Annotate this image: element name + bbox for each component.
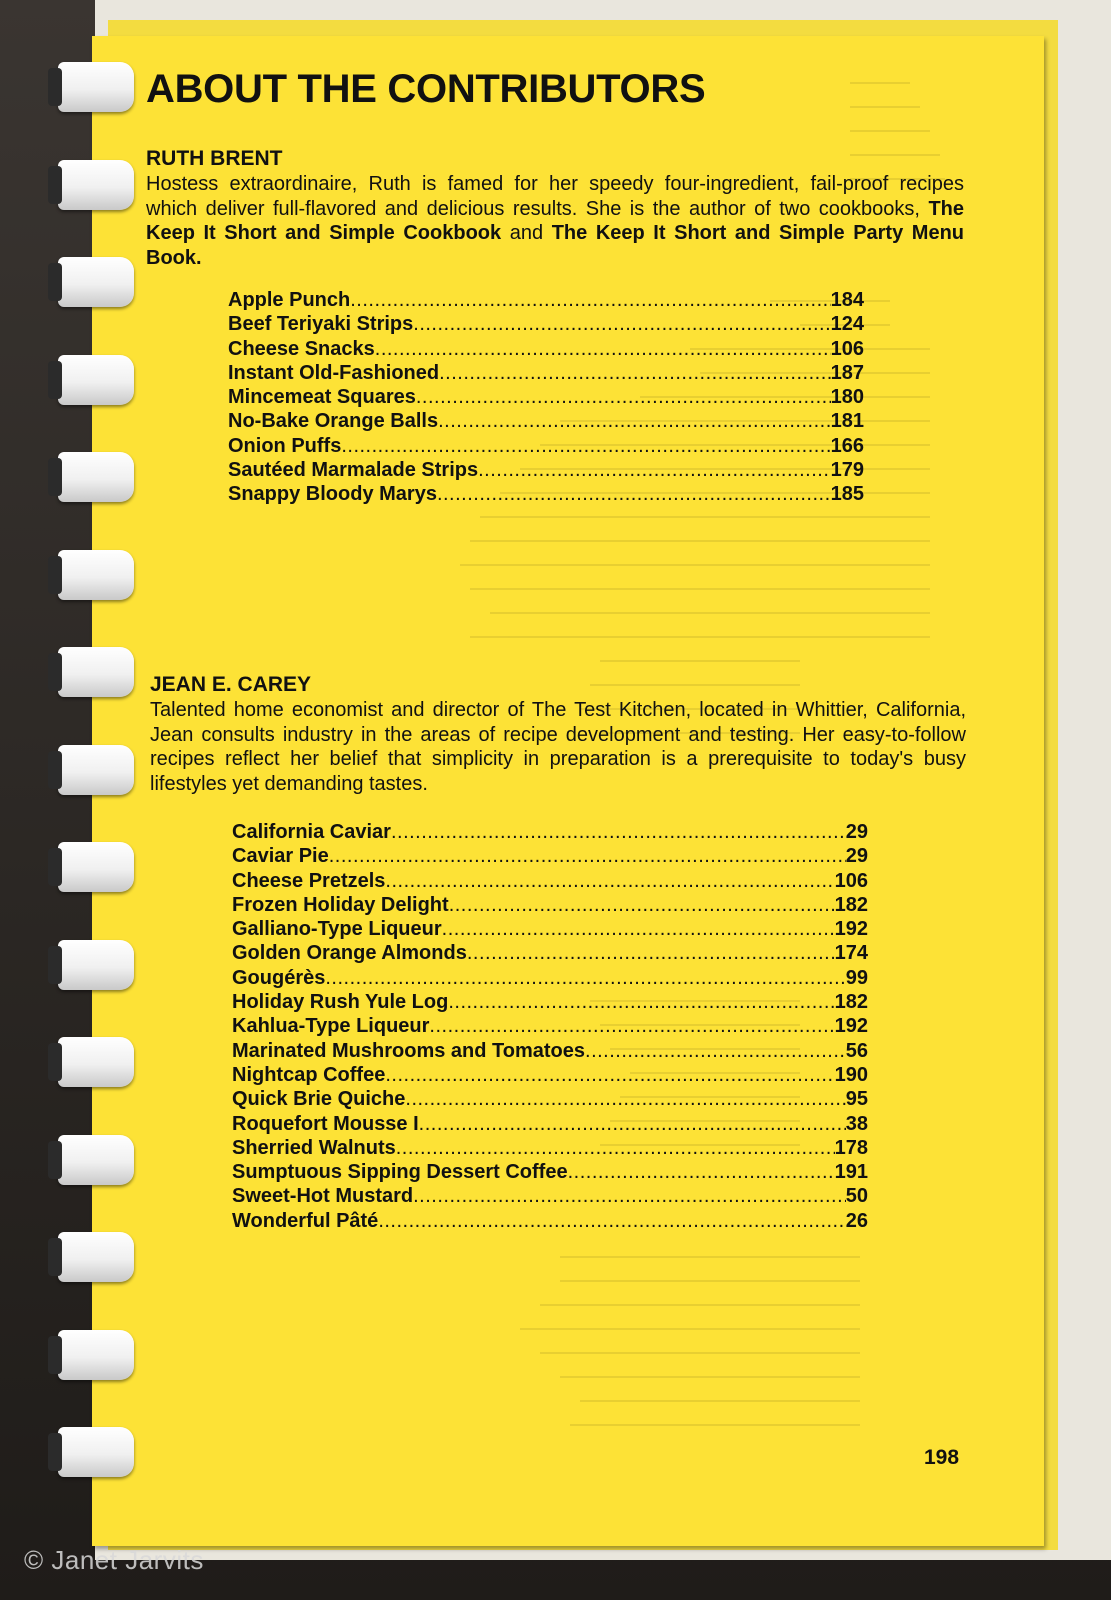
dot-leader [449, 893, 835, 917]
recipe-title: Galliano-Type Liqueur [232, 918, 442, 941]
recipe-entry [228, 385, 864, 409]
dot-leader [375, 337, 831, 361]
recipe-title: Gougérès [232, 966, 326, 989]
recipe-page-number: 124 [830, 313, 864, 336]
recipe-page-number: 185 [830, 483, 864, 506]
binding-ring [58, 550, 134, 600]
dot-leader [385, 1063, 834, 1087]
recipe-page-number: 166 [830, 434, 864, 457]
dot-leader [391, 820, 846, 844]
recipe-title: No-Bake Orange Balls [228, 410, 439, 433]
recipe-entry [228, 458, 864, 482]
binding-ring [58, 647, 134, 697]
contributor-section-1 [146, 66, 964, 507]
ghost-line [540, 1352, 860, 1354]
recipe-page-number: 184 [830, 289, 864, 311]
recipe-title: Sautéed Marmalade Strips [228, 459, 479, 482]
recipe-entry [232, 820, 868, 844]
recipe-title: Sumptuous Sipping Dessert Coffee [232, 1161, 568, 1184]
recipe-list [228, 288, 864, 507]
contributor-bio: Hostess extraordinaire, Ruth is famed for her speedy four-ingredient, fail-proof recipes which deliver full-flavored and delicious results. She is the author of two cookbooks, The Keep It Short and Simple Cookbook and The Keep It Short and Simple Party Menu Book. [146, 173, 965, 269]
dot-leader [467, 941, 835, 965]
ghost-line [560, 1376, 860, 1378]
dot-leader [325, 966, 845, 990]
recipe-title: Cheese Pretzels [232, 869, 386, 892]
recipe-page-number: 50 [845, 1185, 868, 1208]
recipe-page-number: 26 [845, 1209, 868, 1232]
recipe-entry [228, 337, 864, 361]
dot-leader [350, 288, 830, 312]
recipe-entry [232, 1014, 868, 1038]
recipe-entry [232, 844, 868, 868]
binding-ring [58, 1037, 134, 1087]
recipe-entry [232, 1160, 868, 1184]
dot-leader [448, 990, 834, 1014]
contributor-name: RUTH BRENT [146, 147, 283, 170]
recipe-entry [232, 966, 868, 990]
recipe-title: Onion Puffs [228, 434, 342, 457]
recipe-page-number: 192 [834, 1015, 868, 1038]
recipe-title: California Caviar [232, 821, 391, 843]
dot-leader [396, 1136, 835, 1160]
recipe-title: Beef Teriyaki Strips [228, 313, 414, 336]
binding-ring [58, 940, 134, 990]
spiral-binding [0, 40, 110, 1520]
recipe-page-number: 29 [845, 821, 868, 843]
ghost-line [540, 1304, 860, 1306]
ghost-line [560, 1256, 860, 1258]
copyright-watermark: © Janet Jarvits [24, 1545, 204, 1575]
binding-ring [58, 1427, 134, 1477]
dot-leader [568, 1160, 835, 1184]
recipe-entry [232, 917, 868, 941]
recipe-page-number: 179 [830, 459, 864, 482]
recipe-entry [228, 434, 864, 458]
ghost-line [480, 516, 930, 518]
recipe-entry [232, 869, 868, 893]
ghost-line [560, 1280, 860, 1282]
recipe-title: Marinated Mushrooms and Tomatoes [232, 1039, 586, 1062]
dot-leader [385, 869, 834, 893]
recipe-page-number: 56 [845, 1039, 868, 1062]
contributor-section-2 [150, 672, 966, 1233]
recipe-page-number: 180 [830, 386, 864, 409]
book-title: The Keep It Short and Simple Cookbook [146, 197, 964, 244]
recipe-entry [228, 288, 864, 312]
ghost-line [600, 660, 800, 662]
binding-ring [58, 1232, 134, 1282]
recipe-entry [232, 1087, 868, 1111]
ghost-line [460, 564, 930, 566]
ghost-line [470, 588, 930, 590]
recipe-title: Holiday Rush Yule Log [232, 991, 449, 1014]
recipe-entry [232, 1209, 868, 1233]
dot-leader [341, 434, 830, 458]
recipe-list [232, 820, 868, 1233]
ghost-line [580, 1400, 860, 1402]
book-title: The Keep It Short and Simple Party Menu Book. [146, 222, 965, 269]
recipe-entry [232, 990, 868, 1014]
binding-ring [58, 355, 134, 405]
ghost-line [470, 636, 930, 638]
dot-leader [416, 385, 831, 409]
binding-ring [58, 452, 134, 502]
recipe-page-number: 181 [830, 410, 864, 433]
binding-ring [58, 1330, 134, 1380]
recipe-page-number: 106 [834, 869, 868, 892]
ghost-line [470, 540, 930, 542]
dot-leader [442, 917, 835, 941]
binding-ring [58, 1135, 134, 1185]
ghost-line [490, 612, 930, 614]
binding-ring [58, 160, 134, 210]
recipe-entry [228, 361, 864, 385]
recipe-page-number: 187 [830, 361, 864, 384]
recipe-page-number: 99 [845, 966, 868, 989]
recipe-title: Nightcap Coffee [232, 1063, 386, 1086]
recipe-title: Mincemeat Squares [228, 386, 416, 409]
recipe-page-number: 178 [834, 1136, 868, 1159]
recipe-title: Quick Brie Quiche [232, 1088, 406, 1111]
recipe-page-number: 190 [834, 1063, 868, 1086]
dot-leader [413, 312, 830, 336]
dot-leader [478, 458, 831, 482]
recipe-page-number: 95 [845, 1088, 868, 1111]
recipe-title: Wonderful Pâté [232, 1209, 379, 1232]
contributor-name: JEAN E. CAREY [150, 673, 312, 696]
binding-ring [58, 62, 134, 112]
contributor-bio: Talented home economist and director of The Test Kitchen, located in Whittier, California, Jean consults industry in the areas of recipe development and testing. Her easy-to-follow recipes reflect her belief that simplicity in preparation is a prerequisite to today's busy lifestyles yet demanding tastes. [150, 699, 966, 795]
recipe-page-number: 182 [834, 893, 868, 916]
recipe-page-number: 38 [845, 1112, 868, 1135]
recipe-entry [232, 1112, 868, 1136]
recipe-title: Frozen Holiday Delight [232, 893, 449, 916]
dot-leader [329, 844, 846, 868]
recipe-title: Apple Punch [228, 289, 351, 311]
recipe-page-number: 192 [834, 918, 868, 941]
recipe-page-number: 29 [845, 845, 868, 868]
recipe-title: Kahlua-Type Liqueur [232, 1015, 430, 1038]
recipe-title: Sherried Walnuts [232, 1136, 396, 1159]
binding-ring [58, 745, 134, 795]
recipe-title: Instant Old-Fashioned [228, 361, 440, 384]
recipe-title: Snappy Bloody Marys [228, 483, 437, 506]
recipe-title: Caviar Pie [232, 845, 329, 868]
dot-leader [413, 1184, 846, 1208]
recipe-page-number: 106 [830, 337, 864, 360]
binding-ring [58, 842, 134, 892]
binding-ring [58, 257, 134, 307]
dot-leader [419, 1112, 846, 1136]
dot-leader [585, 1039, 846, 1063]
page-number: 198 [924, 1446, 960, 1469]
recipe-entry [232, 1039, 868, 1063]
dot-leader [378, 1209, 845, 1233]
dot-leader [437, 482, 831, 506]
recipe-title: Golden Orange Almonds [232, 942, 467, 965]
recipe-title: Cheese Snacks [228, 337, 375, 360]
recipe-entry [232, 1184, 868, 1208]
recipe-title: Roquefort Mousse I [232, 1112, 419, 1135]
page-title: ABOUT THE CONTRIBUTORS [146, 67, 706, 111]
ghost-line [520, 1328, 860, 1330]
recipe-entry [232, 1063, 868, 1087]
ghost-line [570, 1424, 860, 1426]
dot-leader [438, 409, 831, 433]
recipe-entry [228, 409, 864, 433]
dot-leader [429, 1014, 834, 1038]
recipe-entry [228, 482, 864, 506]
dot-leader [439, 361, 831, 385]
recipe-page-number: 182 [834, 991, 868, 1014]
recipe-entry [232, 893, 868, 917]
recipe-entry [232, 1136, 868, 1160]
recipe-page-number: 191 [834, 1161, 868, 1184]
recipe-entry [232, 941, 868, 965]
recipe-page-number: 174 [834, 942, 868, 965]
recipe-title: Sweet-Hot Mustard [232, 1185, 414, 1208]
recipe-entry [228, 312, 864, 336]
dot-leader [405, 1087, 845, 1111]
